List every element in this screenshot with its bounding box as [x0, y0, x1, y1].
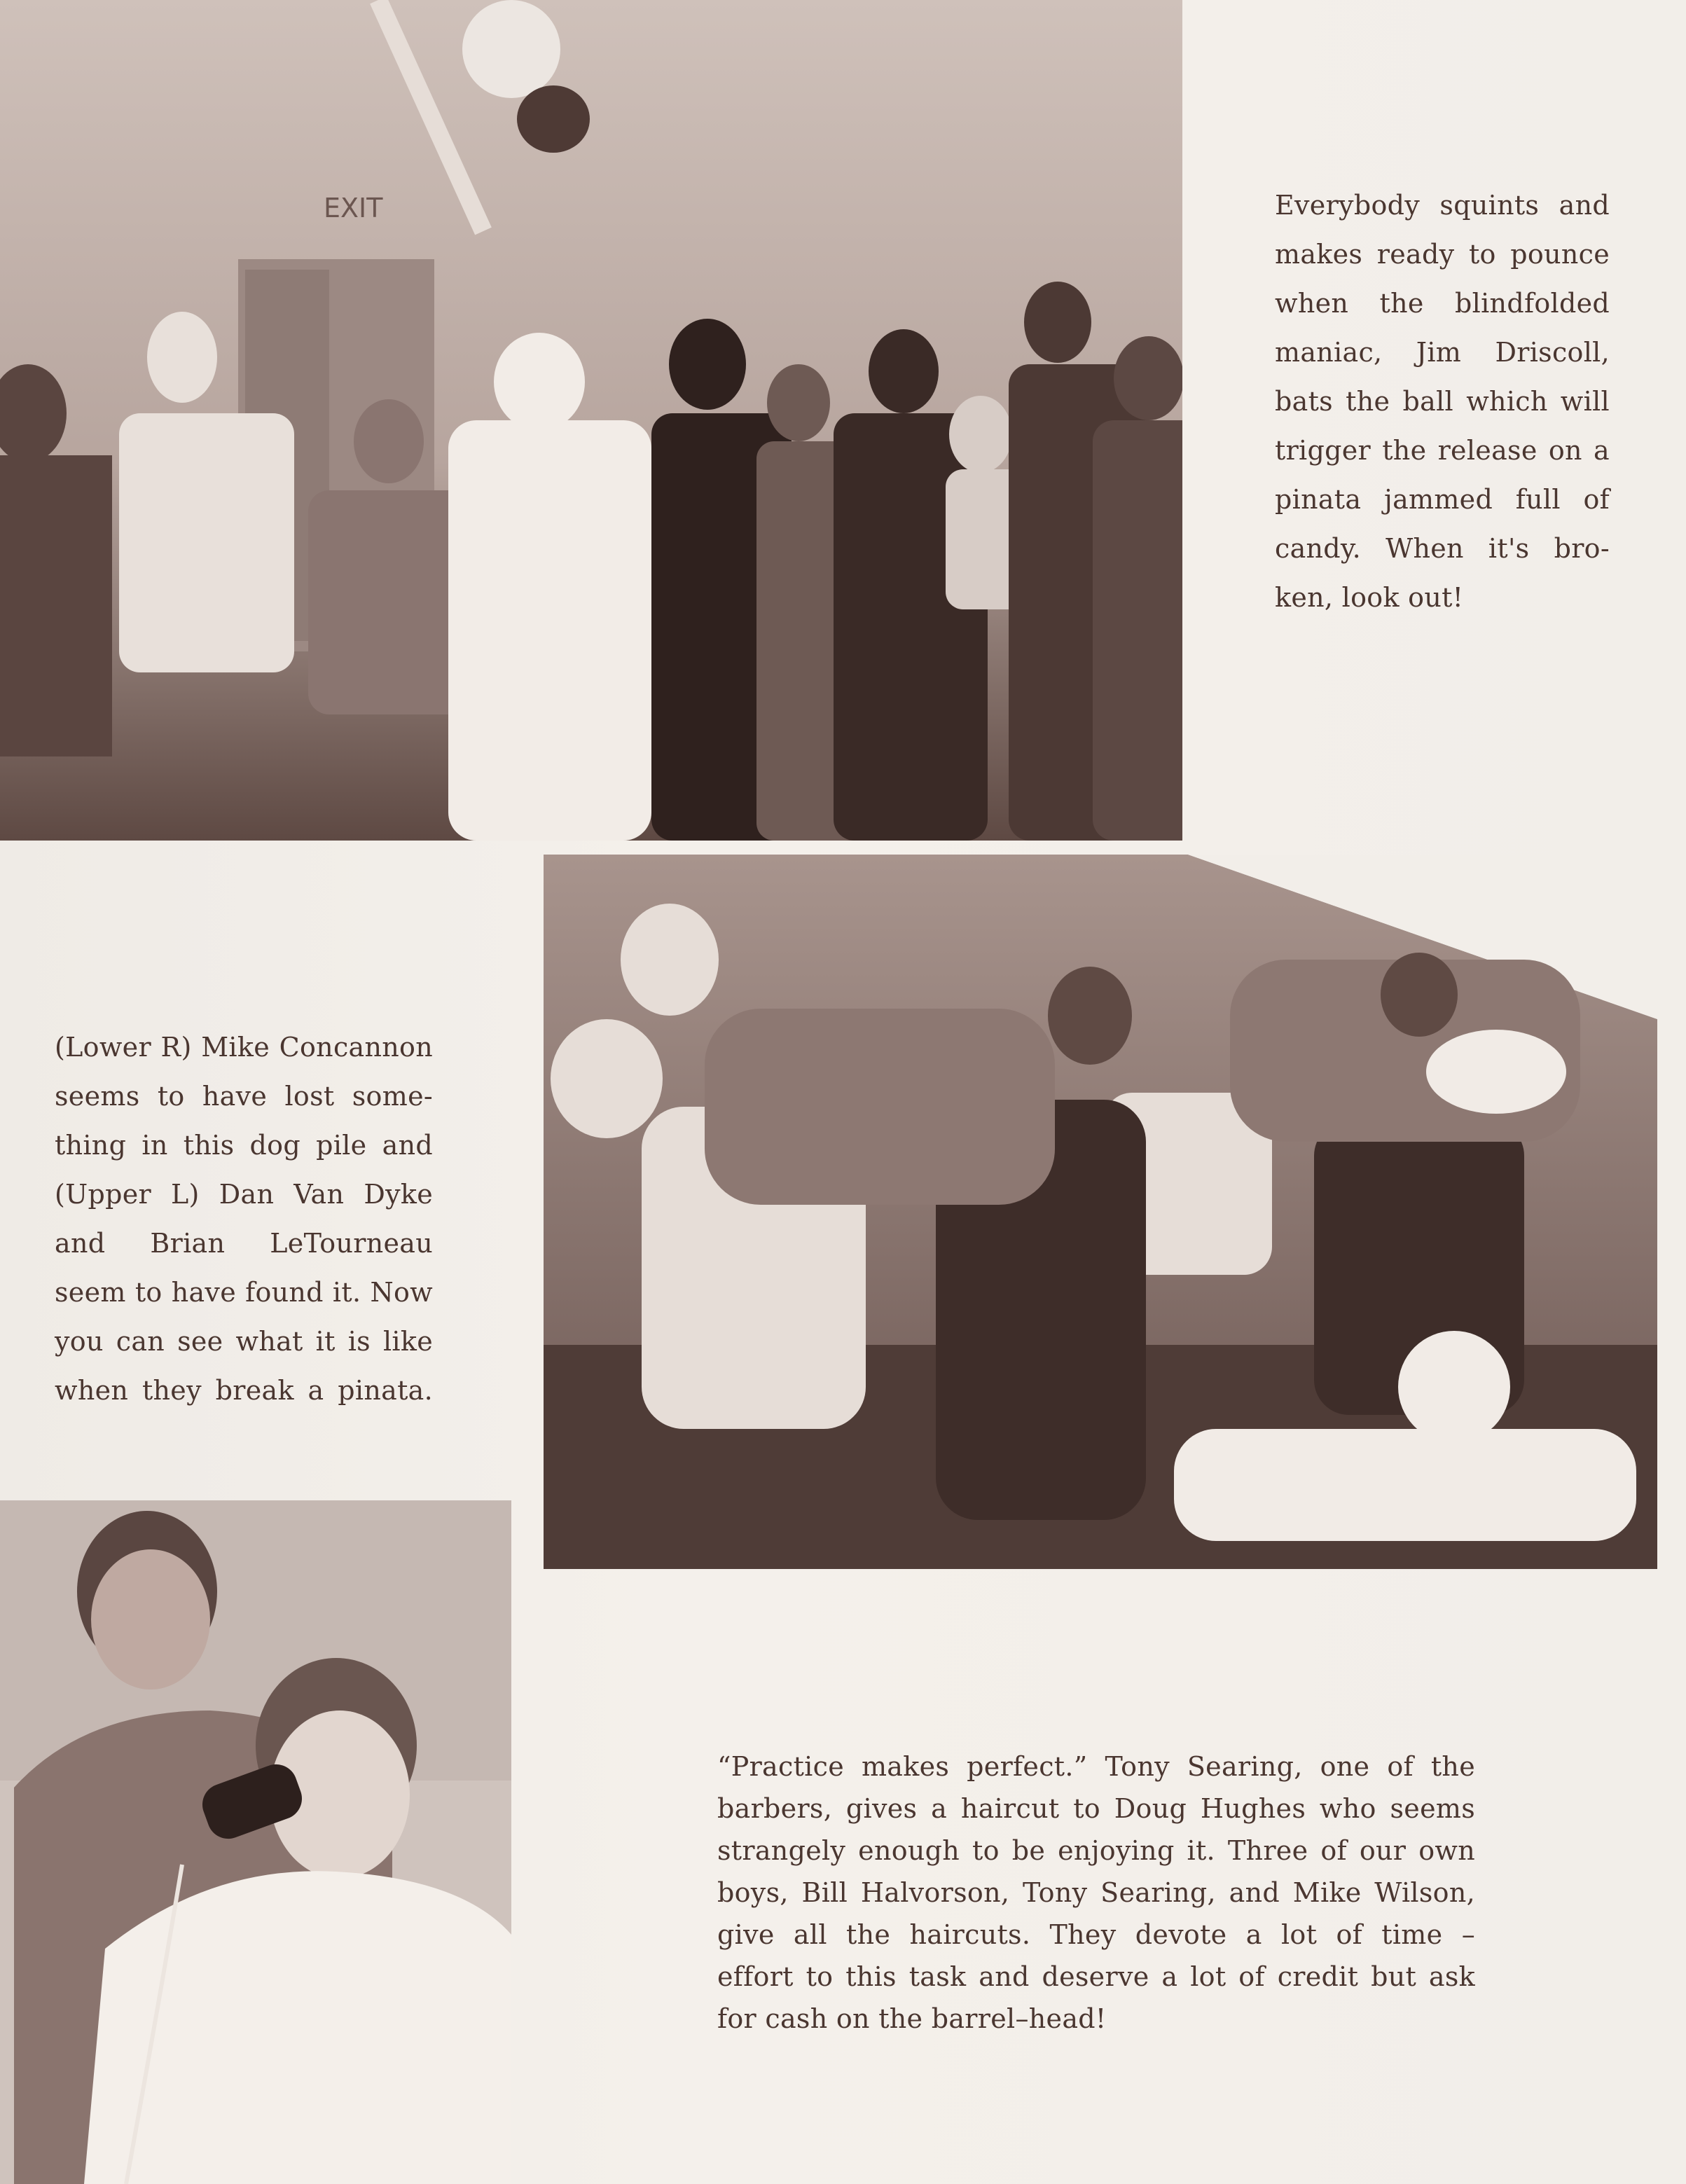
caption-line: give all the haircuts. They devote a lot of time –: [717, 1919, 1475, 1950]
caption-line: makes ready to pounce: [1275, 239, 1610, 270]
caption-line: ken, look out!: [1275, 582, 1464, 613]
caption-line: trigger the release on a: [1275, 435, 1610, 466]
caption-line: “Practice makes perfect.” Tony Searing, one of the: [717, 1751, 1475, 1782]
caption-line: seems to have lost some-: [55, 1081, 433, 1112]
photo-pinata-crowd: [0, 0, 1182, 841]
caption-line: seem to have found it. Now: [55, 1277, 433, 1308]
caption-line: and Brian LeTourneau: [55, 1228, 433, 1259]
caption-dog-pile: [55, 1023, 433, 1415]
caption-line: when the blindfolded: [1275, 288, 1610, 319]
dog-pile-image: [544, 855, 1657, 1569]
caption-line: maniac, Jim Driscoll,: [1275, 337, 1610, 368]
exit-sign: EXIT: [324, 193, 383, 223]
pinata-crowd-image: [0, 0, 1182, 841]
caption-pinata: [1275, 181, 1610, 622]
caption-line: (Lower R) Mike Concannon: [55, 1032, 433, 1063]
caption-line: effort to this task and deserve a lot of credit but ask: [717, 1961, 1475, 1992]
caption-line: bats the ball which will: [1275, 386, 1610, 417]
caption-line: thing in this dog pile and: [55, 1130, 433, 1161]
caption-line: pinata jammed full of: [1275, 484, 1610, 515]
caption-haircut: [717, 1746, 1475, 2040]
caption-line: (Upper L) Dan Van Dyke: [55, 1179, 433, 1210]
photo-haircut: [0, 1500, 511, 2184]
caption-line: Everybody squints and: [1275, 190, 1610, 221]
caption-line: candy. When it's bro-: [1275, 533, 1610, 564]
caption-line: boys, Bill Halvorson, Tony Searing, and Mike Wilson,: [717, 1877, 1475, 1908]
photo-dog-pile: [544, 855, 1657, 1569]
caption-line: when they break a pinata.: [55, 1375, 433, 1406]
caption-line: barbers, gives a haircut to Doug Hughes who seems: [717, 1793, 1475, 1824]
caption-line: strangely enough to be enjoying it. Three of our own: [717, 1835, 1475, 1866]
caption-line: you can see what it is like: [55, 1326, 433, 1357]
haircut-image: [0, 1500, 511, 2184]
caption-line: for cash on the barrel–head!: [717, 2003, 1107, 2034]
